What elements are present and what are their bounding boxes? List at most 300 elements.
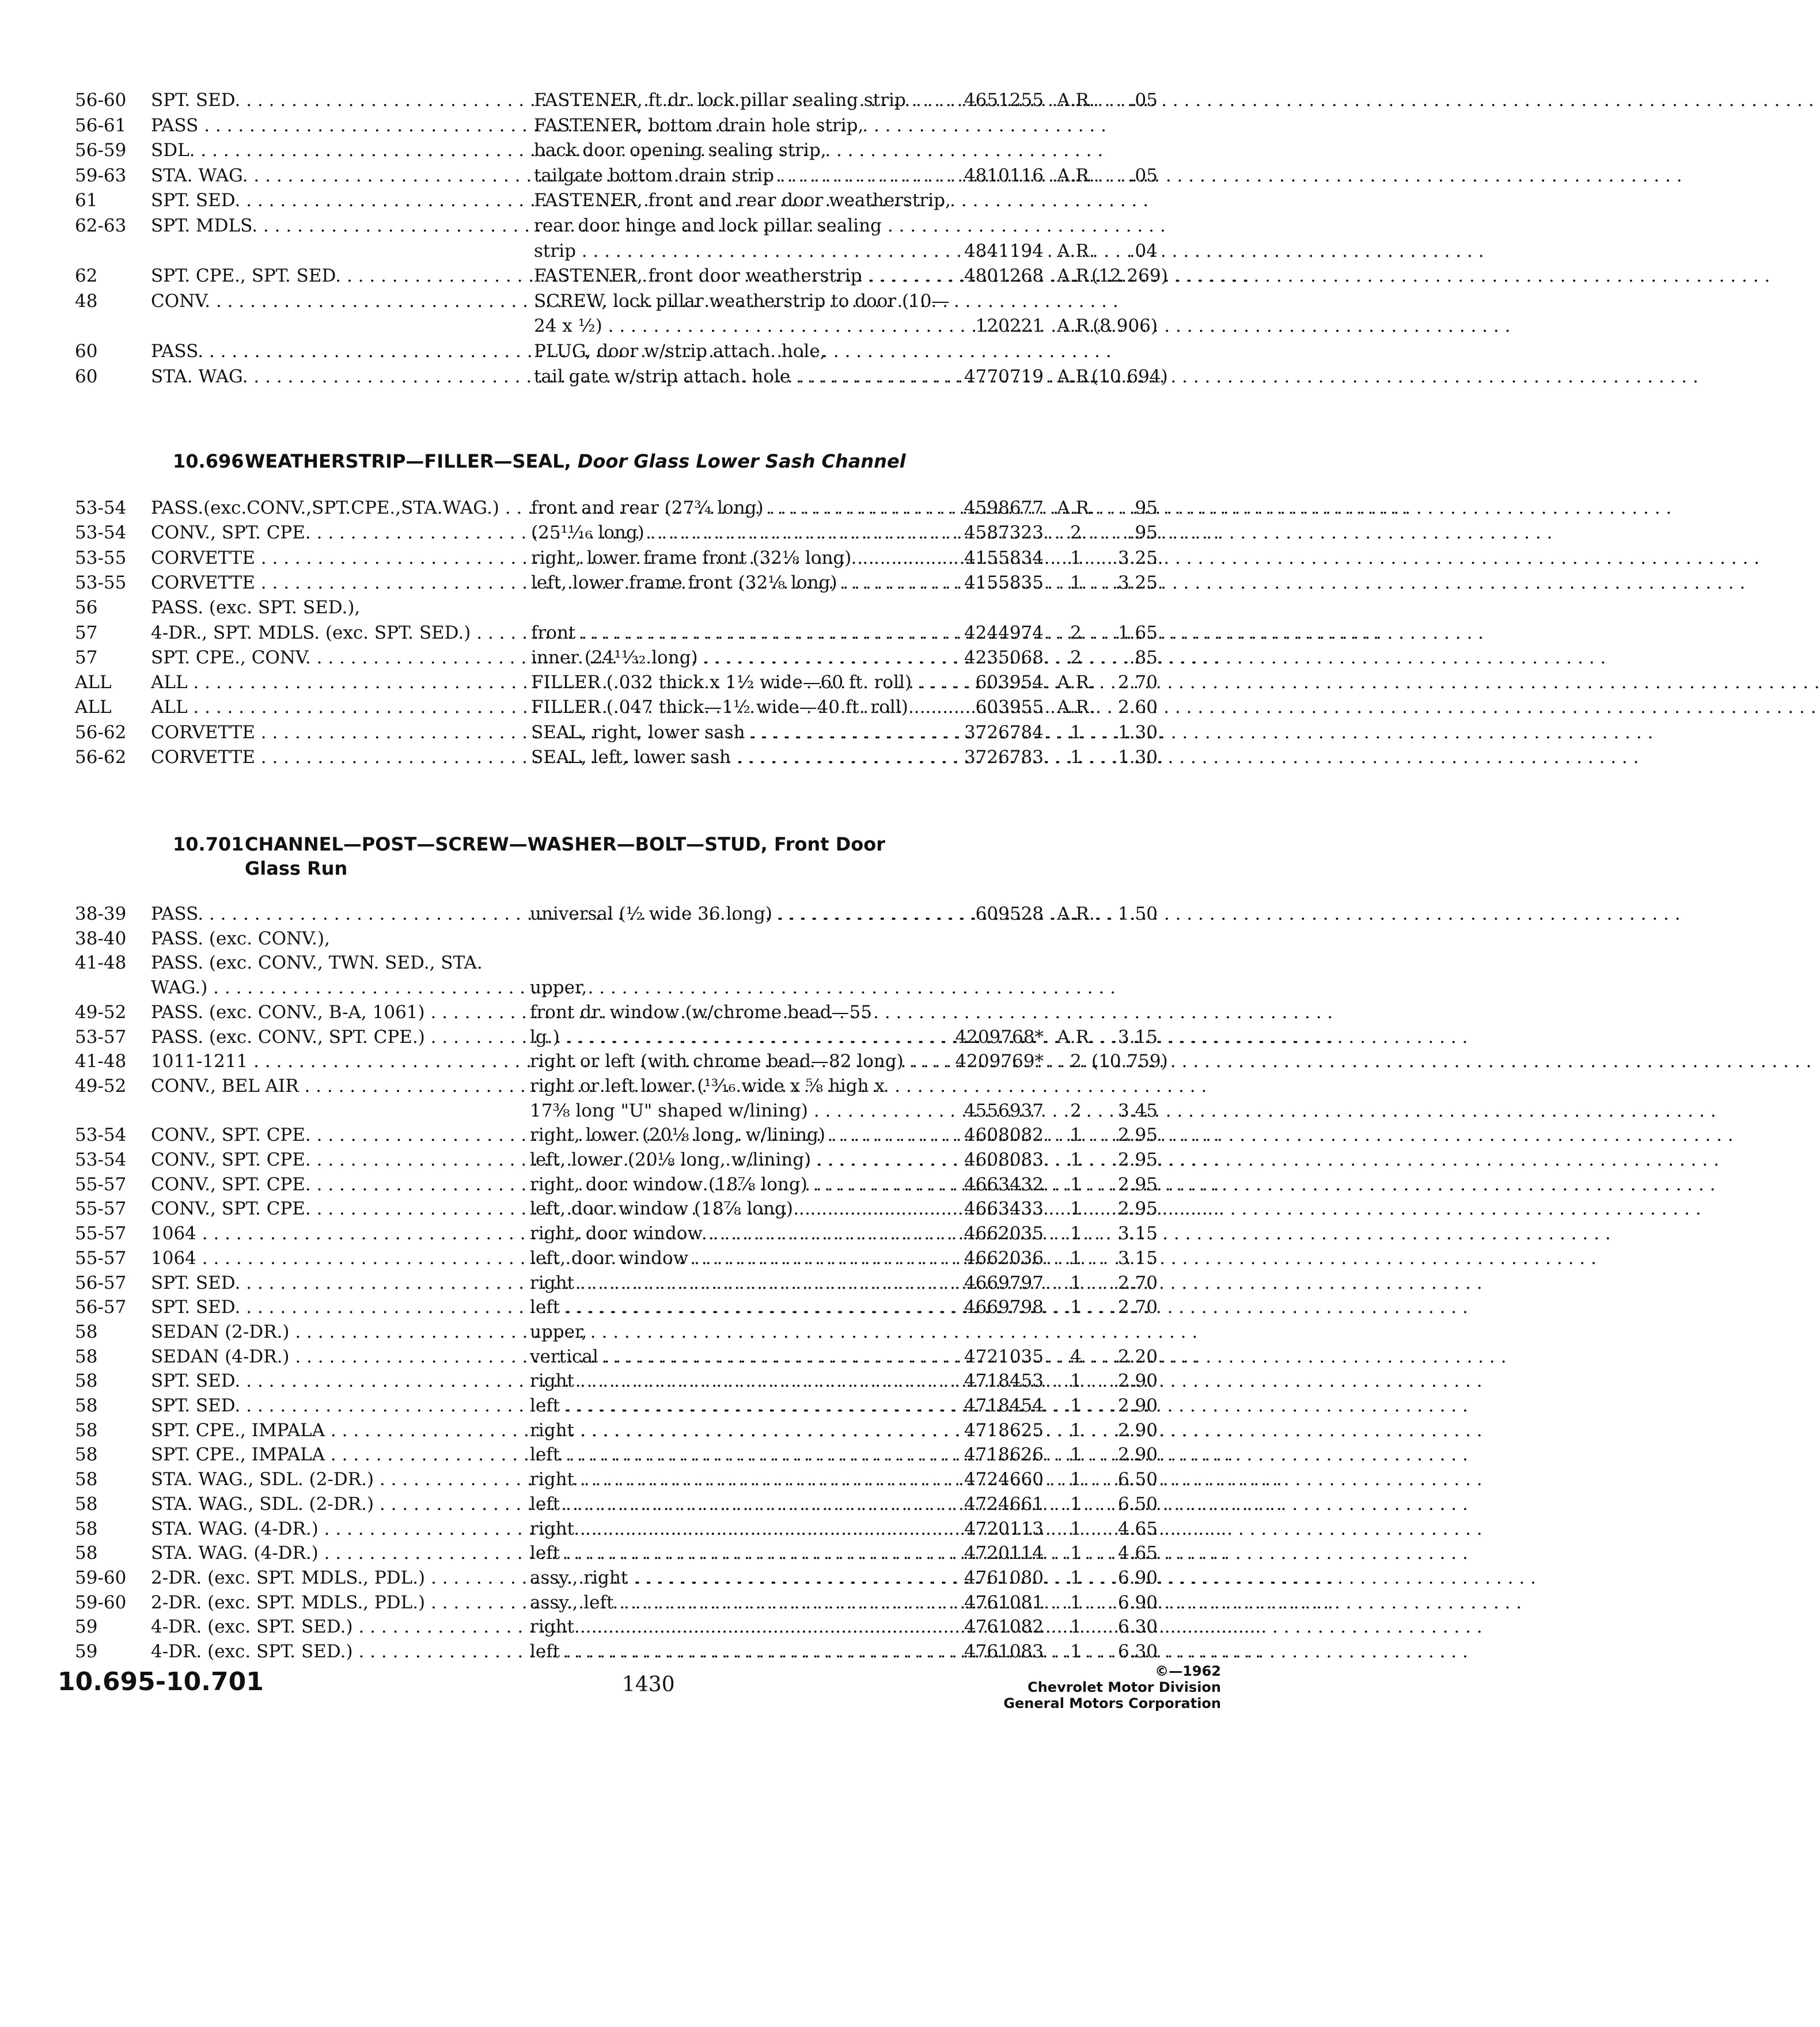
part-number-cell: 4761083 xyxy=(964,1641,1044,1662)
model-cell: PASS. (exc. CONV., B-A, 1061) . . . xyxy=(151,1000,507,1025)
year-cell: 53-55 xyxy=(75,572,127,593)
part-number-cell: 4718625 xyxy=(964,1419,1044,1441)
year-cell: 53-55 xyxy=(75,547,127,568)
table-row xyxy=(0,720,1456,745)
model-cell: PASS. (exc. CONV., TWN. SED., STA. xyxy=(151,952,483,974)
footer-section-range: 10.695-10.701 xyxy=(58,1667,264,1696)
model-cell: 4-DR. (exc. SPT. SED.) . . . xyxy=(151,1639,507,1664)
table-row xyxy=(0,975,1456,1000)
year-cell: 56-62 xyxy=(75,747,127,768)
table-row xyxy=(0,901,1456,927)
description-cell: right, door window (18⅞ long) . . . xyxy=(530,1172,930,1197)
year-cell: 56-60 xyxy=(75,90,127,111)
table-row xyxy=(0,1024,1456,1050)
quantity-cell: A.R. xyxy=(1057,265,1095,287)
year-cell: 59 xyxy=(75,1641,98,1662)
part-number-cell: 4244974 xyxy=(964,622,1044,643)
model-cell: 2-DR. (exc. SPT. MDLS., PDL.) . . . xyxy=(151,1590,507,1615)
part-number-cell: 4718626 xyxy=(964,1444,1044,1466)
model-cell: CONV., BEL AIR . . . xyxy=(151,1073,507,1099)
table-row xyxy=(0,1344,1456,1369)
section-number: 10.701 xyxy=(173,833,244,855)
part-number-cell: 4761080 xyxy=(964,1567,1044,1588)
quantity-cell: 1 xyxy=(1070,1444,1082,1466)
description-cell: left, lower frame front (32⅛ long) . . . xyxy=(531,570,931,595)
table-row xyxy=(0,1246,1456,1271)
description-cell: left . . . xyxy=(530,1491,930,1517)
part-number-cell: 4587323 xyxy=(964,522,1044,544)
quantity-cell: A.R. xyxy=(1057,672,1095,693)
year-cell: 55-57 xyxy=(75,1247,127,1269)
quantity-cell: 2 xyxy=(1070,647,1082,668)
description-cell: FASTENER, front door weatherstrip . . . xyxy=(534,263,934,289)
part-number-cell: 4209769* xyxy=(955,1051,1044,1072)
quantity-cell: 1 xyxy=(1070,1149,1082,1170)
section-title: WEATHERSTRIP—FILLER—SEAL, xyxy=(245,450,571,472)
part-number-cell: 4770719 xyxy=(964,366,1044,387)
part-number-cell: 4608082 xyxy=(964,1125,1044,1146)
description-cell: assy., right . . . xyxy=(530,1565,930,1591)
year-cell: 38-40 xyxy=(75,928,127,949)
year-cell: 61 xyxy=(75,190,98,211)
year-cell: 41-48 xyxy=(75,952,127,974)
section-title-line-2: Glass Run xyxy=(245,857,348,879)
section-subtitle: Door Glass Lower Sash Channel xyxy=(577,450,906,472)
table-row xyxy=(0,745,1456,770)
part-number-cell: 603955 xyxy=(975,697,1044,718)
price-cell: 4.65 xyxy=(1117,1543,1158,1564)
price-cell: 2.95 xyxy=(1117,1174,1158,1195)
model-cell: STA. WAG., SDL. (2-DR.) . . . xyxy=(151,1491,507,1517)
description-cell: left . . . xyxy=(530,1393,930,1418)
price-cell: .04 xyxy=(1129,240,1158,261)
table-row xyxy=(0,694,1456,720)
model-cell: PASS. (exc. CONV., SPT. CPE.) . . . xyxy=(151,1024,507,1050)
quantity-cell: 1 xyxy=(1070,1125,1082,1146)
year-cell: 53-54 xyxy=(75,1149,127,1170)
part-number-cell: 4718454 xyxy=(964,1395,1044,1416)
quantity-cell: 1 xyxy=(1070,1493,1082,1514)
price-cell: 2.70 xyxy=(1117,1297,1158,1318)
quantity-cell: A.R. xyxy=(1057,904,1095,924)
part-number-cell: 4810116 xyxy=(964,165,1044,186)
model-cell: CONV., SPT. CPE. . . . xyxy=(151,1147,507,1172)
price-cell: (8.906) xyxy=(1093,316,1158,337)
model-cell: 2-DR. (exc. SPT. MDLS., PDL.) . . . xyxy=(151,1565,507,1591)
description-cell: right, lower frame front (32⅛ long) . . . xyxy=(531,545,931,571)
year-cell: 58 xyxy=(75,1444,98,1466)
table-row xyxy=(0,545,1456,571)
section-heading-10-701 xyxy=(173,832,885,880)
table-row xyxy=(0,670,1456,695)
price-cell: (10.694) xyxy=(1091,366,1168,387)
table-row xyxy=(0,1221,1456,1246)
description-cell: upper, xyxy=(530,977,587,999)
price-cell: 6.90 xyxy=(1117,1567,1158,1588)
table-row xyxy=(0,289,1456,314)
year-cell: 59-63 xyxy=(75,165,127,186)
part-number-cell: 4556937 xyxy=(964,1100,1044,1121)
model-cell: STA. WAG. . . . xyxy=(151,163,507,188)
description-cell: vertical . . . xyxy=(530,1344,930,1369)
table-row xyxy=(0,1516,1456,1542)
model-cell: 1011-1211 . . . xyxy=(151,1049,507,1074)
model-cell: SDL. . . . xyxy=(151,138,507,163)
model-cell: CORVETTE . . . xyxy=(151,545,507,571)
price-cell: 2.95 xyxy=(1117,1149,1158,1170)
model-cell: SPT. SED. . . . xyxy=(151,1368,507,1394)
description-cell: FASTENER, bottom drain hole strip, xyxy=(534,115,864,136)
description-cell: right . . . xyxy=(530,1614,930,1639)
model-cell: CONV., SPT. CPE. . . . xyxy=(151,1122,507,1148)
quantity-cell: A.R. xyxy=(1057,498,1095,518)
price-cell: 4.65 xyxy=(1117,1518,1158,1539)
description-cell: front and rear (27¾ long) . . . xyxy=(531,495,931,521)
price-cell: 3.45 xyxy=(1117,1100,1158,1121)
year-cell: 59 xyxy=(75,1616,98,1638)
quantity-cell: 1 xyxy=(1070,1543,1082,1564)
table-row xyxy=(0,1073,1456,1099)
part-number-cell: 4720113 xyxy=(964,1518,1044,1539)
quantity-cell: 1 xyxy=(1070,722,1082,743)
model-cell: SPT. CPE., SPT. SED. . . . xyxy=(151,263,507,289)
model-cell: 4-DR. (exc. SPT. SED.) . . . xyxy=(151,1614,507,1639)
year-cell: 59-60 xyxy=(75,1592,127,1613)
year-cell: 58 xyxy=(75,1543,98,1564)
year-cell: 55-57 xyxy=(75,1223,127,1244)
table-row xyxy=(0,313,1456,339)
table-row xyxy=(0,364,1456,389)
description-cell: FILLER (.047 thick—1½ wide—40 ft. roll) . . . xyxy=(531,694,931,720)
quantity-cell: 1 xyxy=(1070,1174,1082,1195)
table-row xyxy=(0,1540,1456,1566)
part-number-cell: 4761081 xyxy=(964,1592,1044,1613)
table-row xyxy=(0,1393,1456,1418)
quantity-cell: 1 xyxy=(1070,1567,1082,1588)
quantity-cell: 1 xyxy=(1070,1616,1082,1638)
price-cell: 1.50 xyxy=(1117,904,1158,924)
price-cell: 1.30 xyxy=(1117,722,1158,743)
description-cell: upper, xyxy=(530,1321,587,1342)
description-cell: left, door window (18⅞ long) . . . xyxy=(530,1196,930,1221)
year-cell: 57 xyxy=(75,622,98,643)
model-cell: SPT. SED. . . . xyxy=(151,1393,507,1418)
model-cell: SPT. CPE., CONV. . . . xyxy=(151,645,507,670)
table-row xyxy=(0,950,1456,975)
table-row xyxy=(0,1122,1456,1148)
model-cell: SEDAN (2-DR.) . . . xyxy=(151,1319,507,1345)
table-row xyxy=(0,138,1456,163)
part-number-cell: 3726783 xyxy=(964,747,1044,768)
footer-division: Chevrolet Motor Division xyxy=(1027,1679,1221,1695)
quantity-cell: 1 xyxy=(1070,572,1082,593)
model-cell: ALL . . . xyxy=(151,694,507,720)
quantity-cell: 1 xyxy=(1070,1247,1082,1269)
table-row xyxy=(0,1295,1456,1320)
table-row xyxy=(0,645,1456,670)
table-row xyxy=(0,1442,1456,1467)
model-cell: SPT. SED. . . . xyxy=(151,188,507,213)
part-number-cell: 4608083 xyxy=(964,1149,1044,1170)
part-number-cell: 4662035 xyxy=(964,1223,1044,1244)
model-cell: PASS. (exc. SPT. SED.), xyxy=(151,597,361,618)
table-row xyxy=(0,595,1456,620)
table-row xyxy=(0,926,1456,951)
table-row xyxy=(0,1000,1456,1025)
description-cell: (25¹¹⁄₁₆ long) . . . xyxy=(531,520,931,545)
model-cell: 1064 . . . xyxy=(151,1246,507,1271)
description-cell: SEAL, right, lower sash . . . xyxy=(531,720,931,745)
model-cell: SPT. SED. . . . xyxy=(151,88,507,113)
quantity-cell: 1 xyxy=(1070,1419,1082,1441)
model-cell: SPT. CPE., IMPALA . . . xyxy=(151,1442,507,1467)
year-cell: 56-57 xyxy=(75,1297,127,1318)
year-cell: 58 xyxy=(75,1419,98,1441)
quantity-cell: 1 xyxy=(1070,1272,1082,1293)
price-cell: .85 xyxy=(1129,647,1158,668)
model-cell: PASS. (exc. CONV.), xyxy=(151,928,330,949)
year-cell: 53-54 xyxy=(75,498,127,518)
part-number-cell: 4235068 xyxy=(964,647,1044,668)
table-row xyxy=(0,113,1456,138)
description-cell: right, lower (20⅛ long, w/lining) . . . xyxy=(530,1122,930,1148)
part-number-cell: 4718453 xyxy=(964,1371,1044,1392)
quantity-cell: A.R. xyxy=(1057,165,1095,186)
year-cell: 49-52 xyxy=(75,1001,127,1023)
description-cell: SEAL, left, lower sash . . . xyxy=(531,745,931,770)
description-cell: universal (½ wide 36 long) . . . xyxy=(530,901,930,927)
description-cell: rear door hinge and lock pillar sealing xyxy=(534,215,882,236)
quantity-cell: A.R. xyxy=(1057,366,1095,387)
description-cell: left, lower (20⅛ long, w/lining) . . . xyxy=(530,1147,930,1172)
description-cell: right . . . xyxy=(530,1270,930,1296)
table-row xyxy=(0,620,1456,646)
quantity-cell: A.R. xyxy=(1057,240,1095,261)
part-number-cell: 4651255 xyxy=(964,90,1044,111)
footer-copyright: ©—1962 xyxy=(1155,1663,1221,1679)
table-row xyxy=(0,1639,1456,1664)
model-cell: PASS.(exc.CONV.,SPT.CPE.,STA.WAG.) . . . xyxy=(151,495,507,521)
year-cell: 55-57 xyxy=(75,1198,127,1220)
year-cell: 41-48 xyxy=(75,1051,127,1072)
price-cell: 2.95 xyxy=(1117,1125,1158,1146)
description-cell: left . . . xyxy=(530,1295,930,1320)
table-row xyxy=(0,520,1456,545)
year-cell: 58 xyxy=(75,1493,98,1514)
year-cell: 58 xyxy=(75,1321,98,1342)
year-cell: 60 xyxy=(75,366,98,387)
part-number-cell: 4841194 xyxy=(964,240,1044,261)
year-cell: 59-60 xyxy=(75,1567,127,1588)
year-cell: 53-54 xyxy=(75,1125,127,1146)
price-cell: 6.90 xyxy=(1117,1592,1158,1613)
table-row xyxy=(0,570,1456,595)
price-cell: .95 xyxy=(1129,498,1158,518)
price-cell: 2.90 xyxy=(1117,1395,1158,1416)
description-cell: strip . . . xyxy=(534,238,934,264)
description-cell: right . . . xyxy=(530,1418,930,1443)
model-cell: CONV., SPT. CPE. . . . xyxy=(151,520,507,545)
part-number-cell: 4801268 xyxy=(964,265,1044,287)
table-row xyxy=(0,1467,1456,1492)
year-cell: 48 xyxy=(75,290,98,312)
table-row xyxy=(0,1418,1456,1443)
description-cell: tailgate bottom drain strip . . . xyxy=(534,163,934,188)
description-cell: right . . . xyxy=(530,1368,930,1394)
model-cell: PASS. . . . xyxy=(151,339,507,364)
table-row xyxy=(0,88,1456,113)
year-cell: 38-39 xyxy=(75,904,127,924)
model-cell: STA. WAG. (4-DR.) . . . xyxy=(151,1516,507,1542)
price-cell: 6.50 xyxy=(1117,1493,1158,1514)
table-row xyxy=(0,1147,1456,1172)
model-cell: PASS. . . . xyxy=(151,901,507,927)
quantity-cell: 1 xyxy=(1070,1518,1082,1539)
part-number-cell: 4724660 xyxy=(964,1469,1044,1490)
quantity-cell: 1 xyxy=(1070,1641,1082,1662)
description-cell: front dr. window (w/chrome bead—55 xyxy=(530,1001,872,1023)
description-cell: inner (24¹¹⁄₃₂ long) . . . xyxy=(531,645,931,670)
year-cell: 58 xyxy=(75,1518,98,1539)
year-cell: 56-61 xyxy=(75,115,127,136)
model-cell: STA. WAG., SDL. (2-DR.) . . . xyxy=(151,1467,507,1492)
description-cell: tail gate w/strip attach. hole . . . xyxy=(534,364,934,389)
description-cell: assy., left . . . xyxy=(530,1590,930,1615)
part-number-cell: 4761082 xyxy=(964,1616,1044,1638)
year-cell: 53-54 xyxy=(75,522,127,544)
description-cell: left . . . xyxy=(530,1639,930,1664)
table-row xyxy=(0,213,1456,238)
model-cell: CONV., SPT. CPE. . . . xyxy=(151,1172,507,1197)
quantity-cell: 1 xyxy=(1070,1395,1082,1416)
part-number-cell: 4598677 xyxy=(964,498,1044,518)
year-cell: 56 xyxy=(75,597,98,618)
part-number-cell: 4724661 xyxy=(964,1493,1044,1514)
table-row xyxy=(0,1270,1456,1296)
price-cell: 2.70 xyxy=(1117,672,1158,693)
year-cell: 58 xyxy=(75,1346,98,1367)
footer-publisher xyxy=(979,1663,1221,1711)
price-cell: 2.60 xyxy=(1117,697,1158,718)
quantity-cell: 2 xyxy=(1070,622,1082,643)
table-row xyxy=(0,1565,1456,1591)
price-cell: 2.95 xyxy=(1117,1198,1158,1220)
quantity-cell: A.R. xyxy=(1057,1026,1095,1047)
model-cell: SEDAN (4-DR.) . . . xyxy=(151,1344,507,1369)
quantity-cell: 1 xyxy=(1070,747,1082,768)
price-cell: 6.30 xyxy=(1117,1641,1158,1662)
quantity-cell: A.R. xyxy=(1057,697,1095,718)
table-row xyxy=(0,495,1456,521)
description-cell: FASTENER, ft.dr. lock pillar sealing strip . . . xyxy=(534,88,934,113)
year-cell: 58 xyxy=(75,1395,98,1416)
part-number-cell: 4155835 xyxy=(964,572,1044,593)
quantity-cell: 2 xyxy=(1070,1051,1082,1072)
table-row xyxy=(0,1172,1456,1197)
table-row xyxy=(0,1196,1456,1221)
table-row xyxy=(0,188,1456,213)
footer-corporation: General Motors Corporation xyxy=(1003,1695,1221,1711)
price-cell: .05 xyxy=(1129,165,1158,186)
model-cell: CORVETTE . . . xyxy=(151,720,507,745)
part-number-cell: 4669797 xyxy=(964,1272,1044,1293)
quantity-cell: 1 xyxy=(1070,1223,1082,1244)
table-row xyxy=(0,1368,1456,1394)
part-number-cell: 4155834 xyxy=(964,547,1044,568)
description-cell: right or left (with chrome bead—82 long) . . . xyxy=(530,1049,930,1074)
year-cell: 56-59 xyxy=(75,140,127,161)
table-row xyxy=(0,339,1456,364)
description-cell: lg.) . . . xyxy=(530,1024,930,1050)
description-cell: right or left lower (¹³⁄₁₆ wide x ⅝ high x xyxy=(530,1075,885,1096)
part-number-cell: 609528 xyxy=(975,904,1044,924)
price-cell: 3.15 xyxy=(1117,1223,1158,1244)
part-number-cell: 4662036 xyxy=(964,1247,1044,1269)
year-cell: 58 xyxy=(75,1371,98,1392)
year-cell: 53-57 xyxy=(75,1026,127,1047)
model-cell: CONV., SPT. CPE. . . . xyxy=(151,1196,507,1221)
part-number-cell: 603954 xyxy=(975,672,1044,693)
table-row xyxy=(0,163,1456,188)
model-cell: CONV. . . . xyxy=(151,289,507,314)
table-row xyxy=(0,1491,1456,1517)
model-cell: SPT. SED. . . . xyxy=(151,1270,507,1296)
model-cell: PASS . . . xyxy=(151,113,507,138)
price-cell: (10.759) xyxy=(1091,1051,1168,1072)
model-cell: ALL . . . xyxy=(151,670,507,695)
model-cell: SPT. SED. . . . xyxy=(151,1295,507,1320)
description-cell: left . . . xyxy=(530,1442,930,1467)
year-cell: 56-57 xyxy=(75,1272,127,1293)
description-cell: back door opening sealing strip, xyxy=(534,140,826,161)
price-cell: 3.25 xyxy=(1117,547,1158,568)
quantity-cell: 1 xyxy=(1070,1592,1082,1613)
description-cell: 17⅜ long "U" shaped w/lining) . . . xyxy=(530,1098,930,1123)
quantity-cell: 1 xyxy=(1070,1469,1082,1490)
year-cell: 62 xyxy=(75,265,98,287)
quantity-cell: 1 xyxy=(1070,1371,1082,1392)
description-cell: left, door window . . . xyxy=(530,1246,930,1271)
price-cell: 1.30 xyxy=(1117,747,1158,768)
description-cell: SCREW, lock pillar weatherstrip to door (10— xyxy=(534,290,950,312)
table-row xyxy=(0,1590,1456,1615)
table-row xyxy=(0,1614,1456,1639)
footer-page-number: 1430 xyxy=(622,1673,675,1696)
year-cell: 57 xyxy=(75,647,98,668)
quantity-cell: 2 xyxy=(1070,522,1082,544)
year-cell: 58 xyxy=(75,1469,98,1490)
quantity-cell: 1 xyxy=(1070,1198,1082,1220)
year-cell: 62-63 xyxy=(75,215,127,236)
year-cell: 60 xyxy=(75,341,98,362)
table-row xyxy=(0,1098,1456,1123)
price-cell: 2.20 xyxy=(1117,1346,1158,1367)
part-number-cell: 3726784 xyxy=(964,722,1044,743)
part-number-cell: 4669798 xyxy=(964,1297,1044,1318)
part-number-cell: 4209768* xyxy=(955,1026,1044,1047)
model-cell: CORVETTE . . . xyxy=(151,745,507,770)
price-cell: 6.30 xyxy=(1117,1616,1158,1638)
price-cell: 1.65 xyxy=(1117,622,1158,643)
description-cell: PLUG, door w/strip attach. hole, xyxy=(534,341,826,362)
table-row xyxy=(0,263,1456,289)
price-cell: 2.90 xyxy=(1117,1371,1158,1392)
description-cell: front . . . xyxy=(531,620,931,646)
quantity-cell: A.R. xyxy=(1057,90,1095,111)
table-row xyxy=(0,238,1456,264)
table-row xyxy=(0,1319,1456,1345)
model-cell: 1064 . . . xyxy=(151,1221,507,1246)
